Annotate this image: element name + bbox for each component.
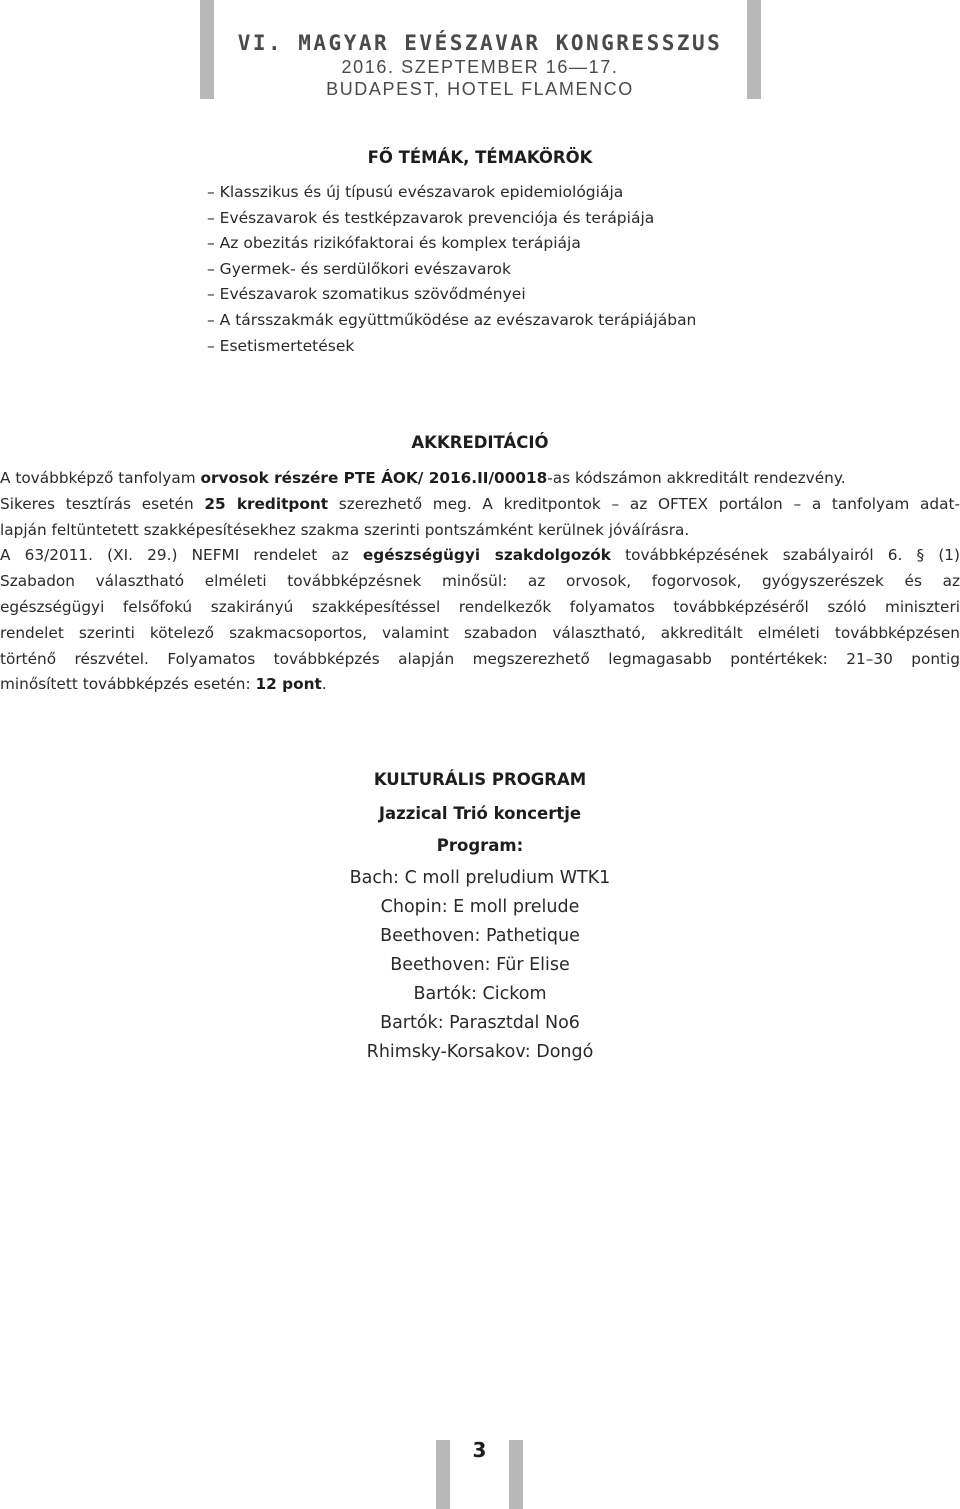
accreditation-line: Szabadon választható elméleti továbbképzésnek minősül: az orvosok, fogorvosok, gyógyszerészek és az	[0, 572, 960, 591]
accreditation-line	[0, 672, 960, 698]
accreditation-line: történő részvétel. Folyamatos továbbképzés alapján megszerezhető legmagasabb pontértékek: 21–30 pontig	[0, 649, 960, 668]
topics-list	[207, 180, 696, 359]
accreditation-line: egészségügyi felsőfokú szakirányú szakképesítéssel rendelkezők folyamatos továbbképzéséről szóló miniszteri	[0, 597, 960, 616]
accreditation-line: lapján feltüntetett szakképesítésekhez szakma szerinti pontszámként kerülnek jóváírásra.	[0, 520, 690, 539]
accreditation-title: AKKREDITÁCIÓ	[411, 433, 549, 452]
text-run: .	[321, 675, 327, 694]
program-list	[0, 864, 960, 1067]
program-item: Bartók: Cickom	[413, 984, 547, 1004]
page-header	[0, 30, 960, 100]
topic-item: – Klasszikus és új típusú evészavarok epidemiológiája	[207, 183, 624, 201]
program-item: Chopin: E moll prelude	[380, 897, 580, 917]
text-run: A 63/2011. (XI. 29.) NEFMI rendelet az	[0, 546, 363, 565]
accreditation-line: rendelet szerinti kötelező szakmacsoportos, valamint szabadon választható, akkreditált elméleti továbbképzésen	[0, 623, 960, 642]
text-run: minősített továbbképzés esetén:	[0, 675, 256, 694]
topic-item: – Evészavarok szomatikus szövődményei	[207, 285, 526, 304]
accreditation-line	[0, 492, 960, 518]
congress-title: VI. MAGYAR EVÉSZAVAR KONGRESSZUS	[237, 31, 723, 55]
concert-title: Jazzical Trió koncertje	[378, 804, 582, 823]
footer-bar-right	[509, 1440, 523, 1509]
topic-item: – A társszakmák együttműködése az evészavarok terápiájában	[207, 310, 697, 329]
congress-venue: BUDAPEST, HOTEL FLAMENCO	[326, 79, 634, 99]
text-run: továbbképzésének szabályairól 6. § (1)	[610, 546, 960, 565]
page-number: 3	[472, 1438, 487, 1462]
congress-date: 2016. SZEPTEMBER 16—17.	[341, 57, 619, 77]
topic-item: – Gyermek- és serdülőkori evészavarok	[207, 259, 511, 278]
accreditation-line	[0, 466, 960, 492]
accreditation-line	[0, 543, 960, 569]
cultural-title-wrap	[0, 770, 960, 789]
credit-points: 25 kreditpont	[204, 494, 329, 513]
text-run: Sikeres tesztírás esetén	[0, 494, 205, 513]
concert-title-wrap	[0, 804, 960, 823]
topics-title: FŐ TÉMÁK, TÉMAKÖRÖK	[367, 148, 593, 167]
footer-bar-left	[436, 1440, 450, 1509]
point-value: 12 pont	[255, 675, 322, 694]
program-item: Beethoven: Pathetique	[380, 926, 580, 946]
cultural-title: KULTURÁLIS PROGRAM	[373, 770, 587, 789]
program-item: Rhimsky-Korsakov: Dongó	[366, 1042, 594, 1062]
text-run: szerezhető meg. A kreditpontok – az OFTEX portálon – a tanfolyam adat-	[328, 494, 960, 513]
topic-item: – Evészavarok és testképzavarok prevenciója és terápiája	[207, 208, 655, 227]
accreditation-text	[0, 466, 960, 698]
text-run: -as kódszámon akkreditált rendezvény.	[547, 469, 846, 487]
program-label: Program:	[436, 836, 524, 855]
topic-item: – Az obezitás rizikófaktorai és komplex terápiája	[207, 234, 581, 253]
text-run: A továbbképző tanfolyam	[0, 469, 201, 487]
target-group: egészségügyi szakdolgozók	[362, 546, 611, 565]
topic-item: – Esetismertetések	[207, 336, 355, 355]
program-item: Bartók: Parasztdal No6	[380, 1013, 580, 1033]
program-item: Bach: C moll preludium WTK1	[349, 868, 611, 888]
program-item: Beethoven: Für Elise	[390, 955, 570, 975]
course-code: orvosok részére PTE ÁOK/ 2016.II/00018	[200, 469, 548, 487]
program-label-wrap	[0, 836, 960, 855]
